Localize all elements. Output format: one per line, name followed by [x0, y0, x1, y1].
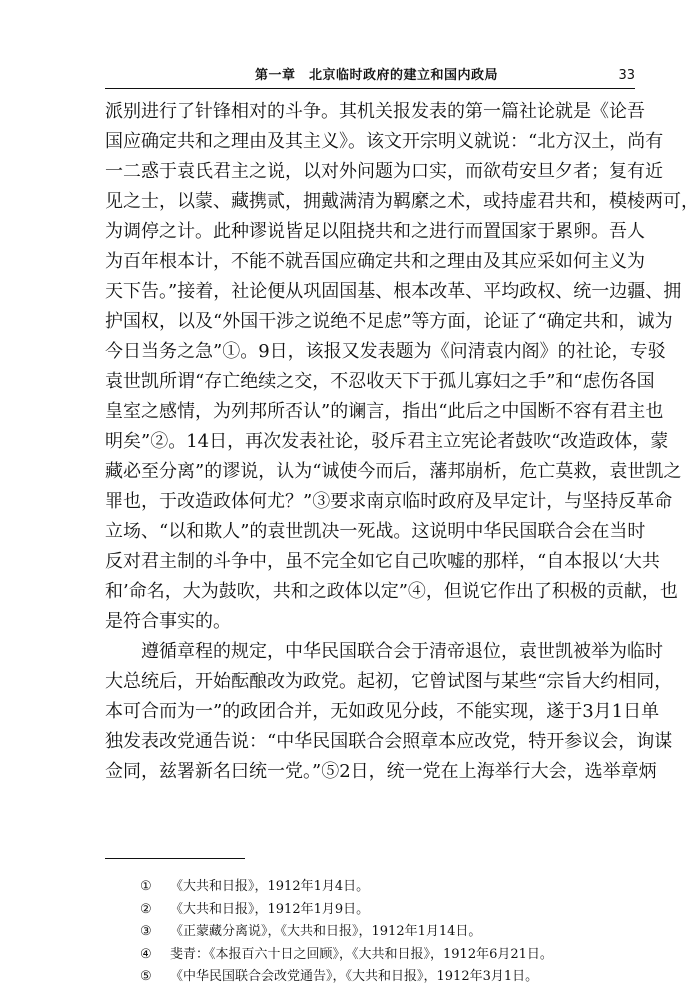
footnote-text: 《正蒙藏分离说》，《大共和日报》，1912年1月14日。 [170, 924, 482, 939]
text-line: 明矣”②。14日，再次发表社论，驳斥君主立宪论者鼓吹“改造政体，蒙 [105, 431, 669, 452]
text-line: 为调停之计。此种谬说皆足以阻挠共和之进行而置国家于累卵。吾人 [105, 221, 645, 242]
text-line: 藏必至分离”的谬说，认为“诚使今而后，藩邦崩析，危亡莫救，袁世凯之 [105, 461, 682, 482]
footnote-text: 斐青：《本报百六十日之回顾》，《大共和日报》，1912年6月21日。 [170, 946, 553, 962]
text-line: 见之士，以蒙、藏携贰，拥戴满清为羁縻之术，或持虚君共和，模棱两可， [105, 191, 699, 212]
footnote-mark: ⑤ [140, 969, 152, 984]
footnote-mark: ① [140, 879, 152, 894]
text-line: 立场、“以和欺人”的袁世凯决一死战。这说明中华民国联合会在当时 [105, 521, 646, 542]
footnote-3 [140, 921, 635, 944]
footnote-2 [140, 899, 635, 922]
footnotes [140, 876, 635, 989]
text-line: 袁世凯所谓“存亡绝续之交，不忍收天下于孤儿寡妇之手”和“虑伤各国 [105, 371, 655, 392]
footnote-rule [105, 858, 245, 859]
text-line: 国应确定共和之理由及其主义》。该文开宗明义就说：“北方汉土，尚有 [105, 131, 664, 152]
footnote-text: 《大共和日报》，1912年1月9日。 [170, 901, 370, 917]
text-line: 本可合而为一”的政团合并，无如政见分歧，不能实现，遂于3月1日单 [105, 701, 660, 722]
text-line: 今日当务之急”①。9日，该报又发表题为《问清袁内阁》的社论，专驳 [105, 341, 666, 362]
footnote-mark: ③ [140, 924, 152, 939]
footnote-mark: ④ [140, 946, 152, 962]
text-line: 独发表改党通告说：“中华民国联合会照章本应改党，特开参议会，询谋 [105, 731, 673, 752]
text-line: 反对君主制的斗争中，虽不完全如它自己吹嘘的那样，“自本报以‘大共 [105, 551, 660, 572]
paragraph-1 [105, 97, 699, 637]
text-line: 和’命名，大为鼓吹，共和之政体以定”④，但说它作出了积极的贡献，也 [105, 581, 678, 602]
page-number: 33 [618, 68, 635, 83]
text-line: 佥同，兹署新名曰统一党。”⑤2日，统一党在上海举行大会，选举章炳 [105, 761, 657, 782]
text-line: 罪也，于改造政体何尤？”③要求南京临时政府及早定计，与坚持反革命 [105, 491, 673, 512]
text-line: 护国权，以及“外国干涉之说绝不足虑”等方面，论证了“确定共和，诚为 [105, 311, 673, 332]
text-line: 是符合事实的。 [105, 611, 231, 632]
text-line: 派别进行了针锋相对的斗争。其机关报发表的第一篇社论就是《论吾 [105, 101, 645, 122]
paragraph-2 [105, 637, 673, 787]
text-line: 遵循章程的规定，中华民国联合会于清帝退位，袁世凯被举为临时 [141, 641, 663, 662]
chapter-title: 第一章 北京临时政府的建立和国内政局 [255, 68, 499, 83]
footnote-text: 《大共和日报》，1912年1月4日。 [170, 879, 370, 894]
header-rule [105, 88, 635, 89]
footnote-mark: ② [140, 901, 152, 917]
text-line: 大总统后，开始酝酿改为政党。起初，它曾试图与某些“宗旨大约相同， [105, 671, 673, 692]
footnote-5 [140, 966, 635, 989]
text-line: 皇室之感情，为列邦所否认”的谰言，指出“此后之中国断不容有君主也 [105, 401, 664, 422]
running-header [105, 64, 635, 88]
text-line: 天下告。”接着，社论便从巩固国基、根本改革、平均政权、统一边疆、拥 [105, 281, 682, 302]
footnote-text: 《中华民国联合会改党通告》，《大共和日报》，1912年3月1日。 [170, 969, 539, 984]
body-text [105, 97, 699, 787]
text-line: 为百年根本计，不能不就吾国应确定共和之理由及其应采如何主义为 [105, 251, 645, 272]
footnote-1 [140, 876, 635, 899]
text-line: 一二惑于袁氏君主之说，以对外问题为口实，而欲苟安旦夕者；复有近 [105, 161, 663, 182]
footnote-4 [140, 944, 635, 967]
